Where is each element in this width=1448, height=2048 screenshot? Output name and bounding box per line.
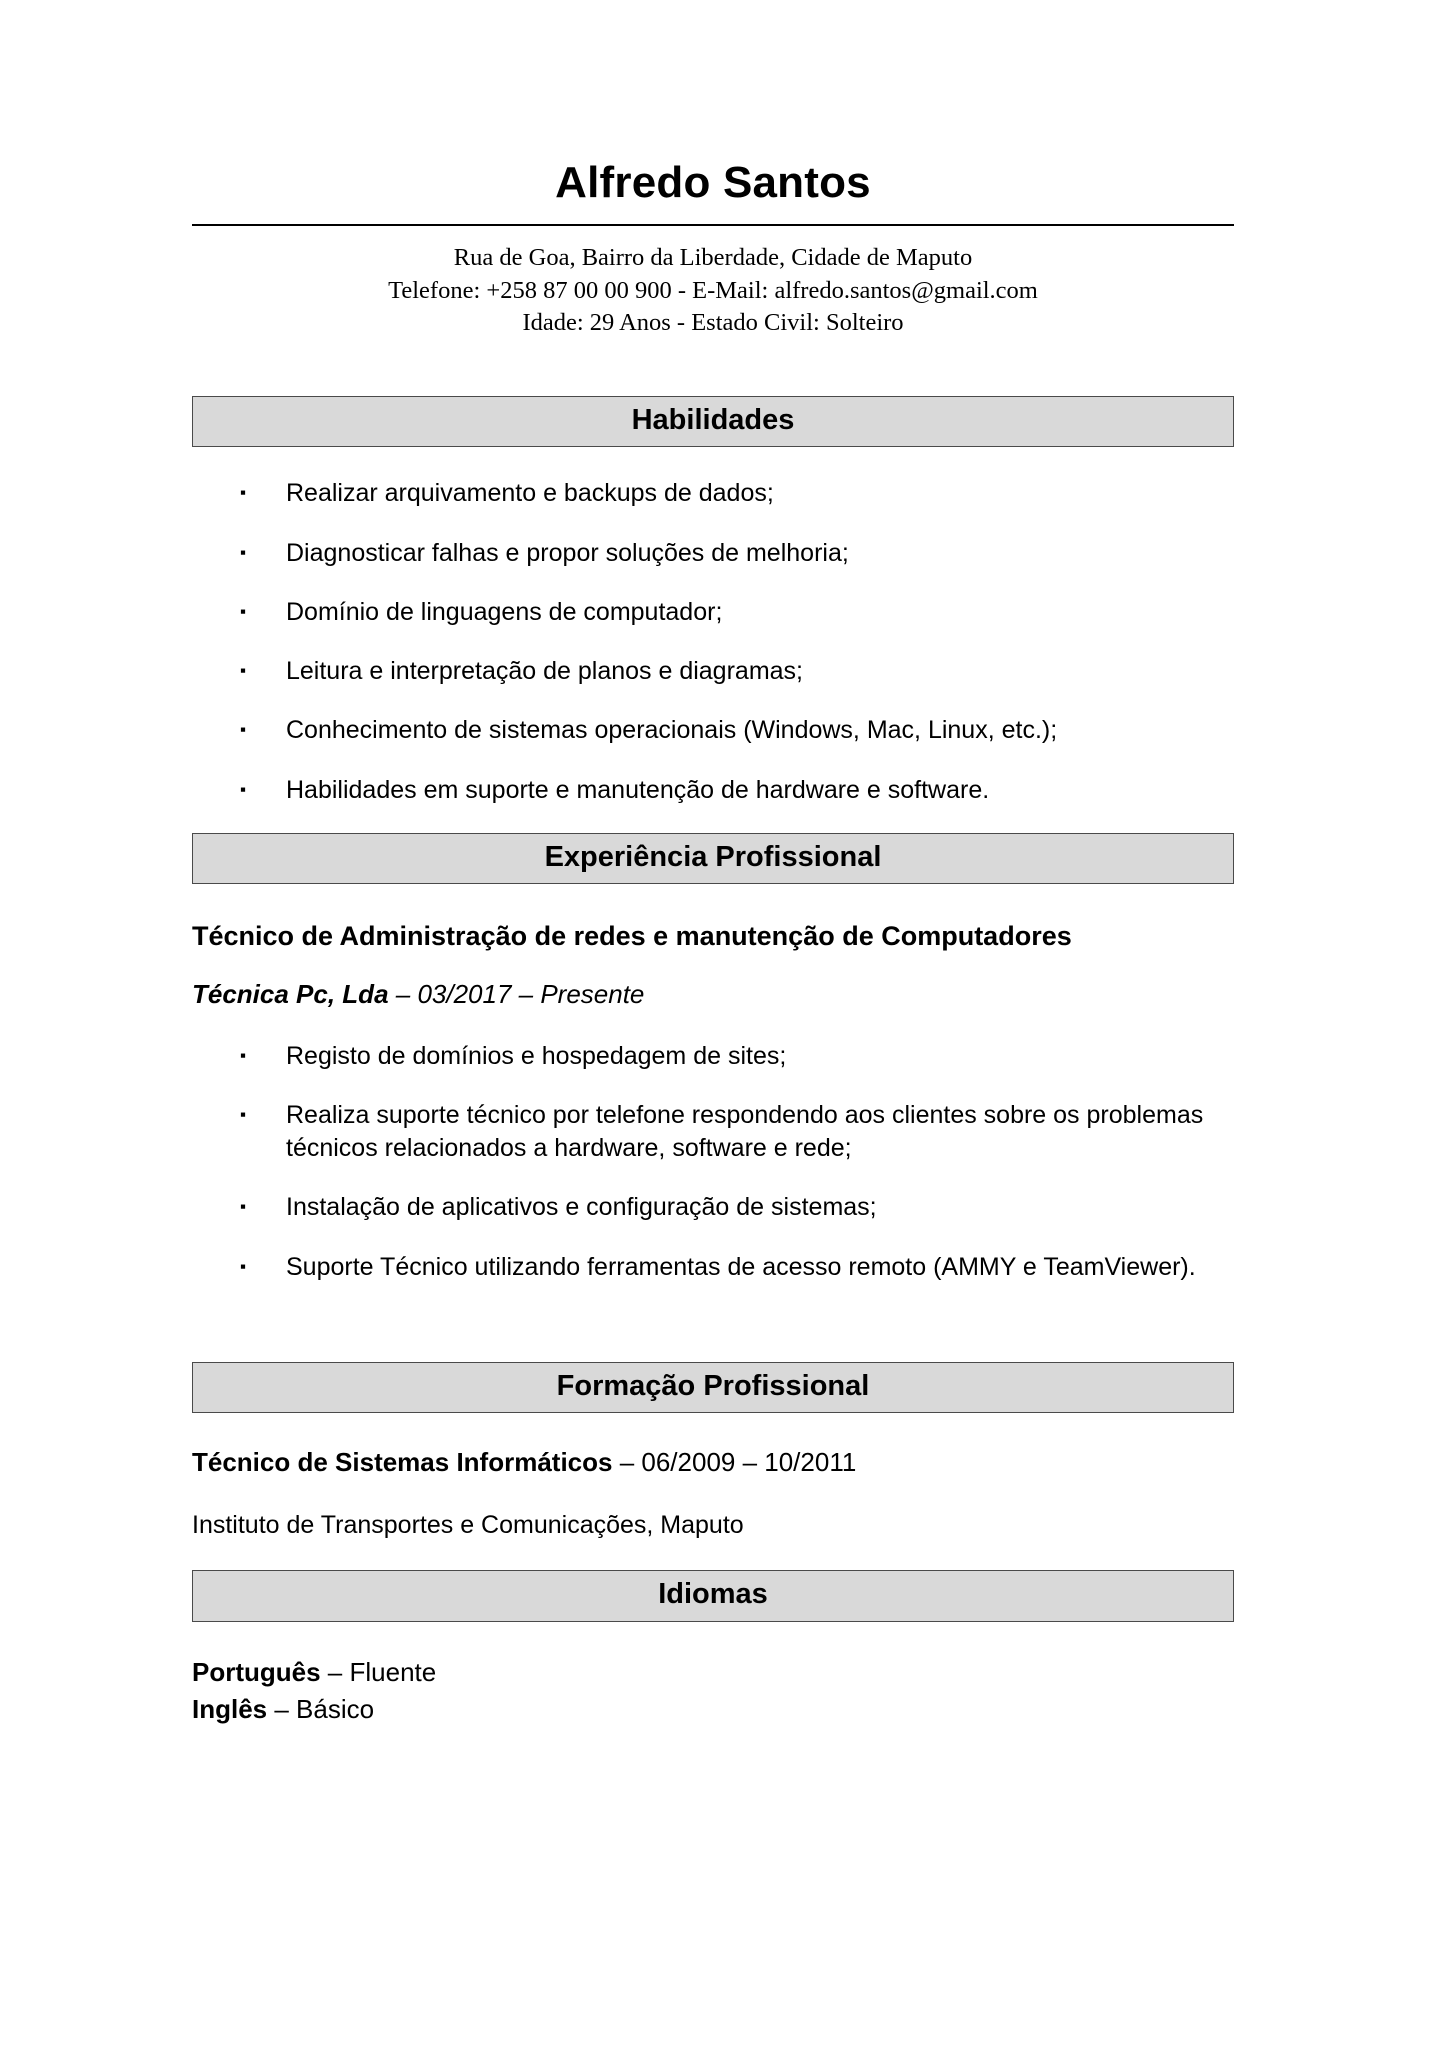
list-item-text: Suporte Técnico utilizando ferramentas de acesso remoto (AMMY e TeamViewer). (286, 1252, 1196, 1281)
section-header-experience: Experiência Profissional (192, 833, 1234, 884)
bullet-square-icon: ▪ (240, 1045, 247, 1065)
section-header-skills: Habilidades (192, 396, 1234, 447)
list-item (192, 1099, 1234, 1166)
section-header-education: Formação Profissional (192, 1362, 1234, 1413)
contact-block (192, 242, 1234, 340)
job-company: Técnica Pc, Lda (192, 978, 389, 1009)
bullet-square-icon: ▪ (240, 720, 247, 740)
language-level: – Fluente (320, 1656, 437, 1687)
language-name: Português (192, 1656, 321, 1687)
list-item (192, 774, 1234, 807)
list-item (192, 714, 1234, 747)
list-item-text: Conhecimento de sistemas operacionais (Windows, Mac, Linux, etc.); (286, 716, 1058, 745)
experience-list (192, 1040, 1234, 1284)
list-item (192, 1251, 1234, 1284)
list-item (192, 596, 1234, 629)
bullet-square-icon: ▪ (240, 779, 247, 799)
list-item-text: Realiza suporte técnico por telefone respondendo aos clientes sobre os problemas técnicos relacionados a hardware, software e rede; (286, 1100, 1204, 1163)
job-dates: – 03/2017 – Presente (388, 978, 645, 1009)
header-divider (192, 224, 1234, 226)
skills-list (192, 477, 1234, 807)
list-item-text: Leitura e interpretação de planos e diagramas; (286, 657, 803, 686)
contact-address: Rua de Goa, Bairro da Liberdade, Cidade de Maputo (453, 244, 973, 272)
education-degree: Técnico de Sistemas Informáticos (192, 1447, 613, 1478)
page-title: Alfredo Santos (555, 158, 871, 207)
language-name: Inglês (192, 1693, 268, 1724)
contact-phone-email: Telefone: +258 87 00 00 900 - E-Mail: alfredo.santos@gmail.com (388, 276, 1038, 304)
education-institution: Instituto de Transportes e Comunicações, Maputo (192, 1511, 744, 1540)
bullet-square-icon: ▪ (240, 1256, 247, 1276)
list-item-text: Domínio de linguagens de computador; (286, 597, 723, 626)
bullet-square-icon: ▪ (240, 1197, 247, 1217)
job-title: Técnico de Administração de redes e manutenção de Computadores (192, 921, 1072, 952)
education-degree-line (192, 1447, 1234, 1478)
education-dates: – 06/2009 – 10/2011 (612, 1447, 857, 1478)
bullet-square-icon: ▪ (240, 1104, 247, 1124)
language-item (192, 1691, 1234, 1728)
list-item-text: Realizar arquivamento e backups de dados; (286, 479, 774, 508)
bullet-square-icon: ▪ (240, 661, 247, 681)
contact-personal-info: Idade: 29 Anos - Estado Civil: Solteiro (522, 309, 904, 337)
bullet-square-icon: ▪ (240, 483, 247, 503)
list-item-text: Habilidades em suporte e manutenção de hardware e software. (286, 775, 990, 804)
list-item-text: Diagnosticar falhas e propor soluções de melhoria; (286, 538, 849, 567)
languages-list (192, 1654, 1234, 1728)
list-item (192, 1191, 1234, 1224)
bullet-square-icon: ▪ (240, 542, 247, 562)
language-item (192, 1654, 1234, 1691)
job-company-dates (192, 979, 1234, 1010)
list-item-text: Instalação de aplicativos e configuração de sistemas; (286, 1193, 877, 1222)
list-item (192, 477, 1234, 510)
section-header-languages: Idiomas (192, 1570, 1234, 1621)
list-item-text: Registo de domínios e hospedagem de sites; (286, 1041, 787, 1070)
bullet-square-icon: ▪ (240, 601, 247, 621)
list-item (192, 537, 1234, 570)
list-item (192, 1040, 1234, 1073)
list-item (192, 655, 1234, 688)
language-level: – Básico (267, 1693, 375, 1724)
resume-content (192, 0, 1234, 1728)
